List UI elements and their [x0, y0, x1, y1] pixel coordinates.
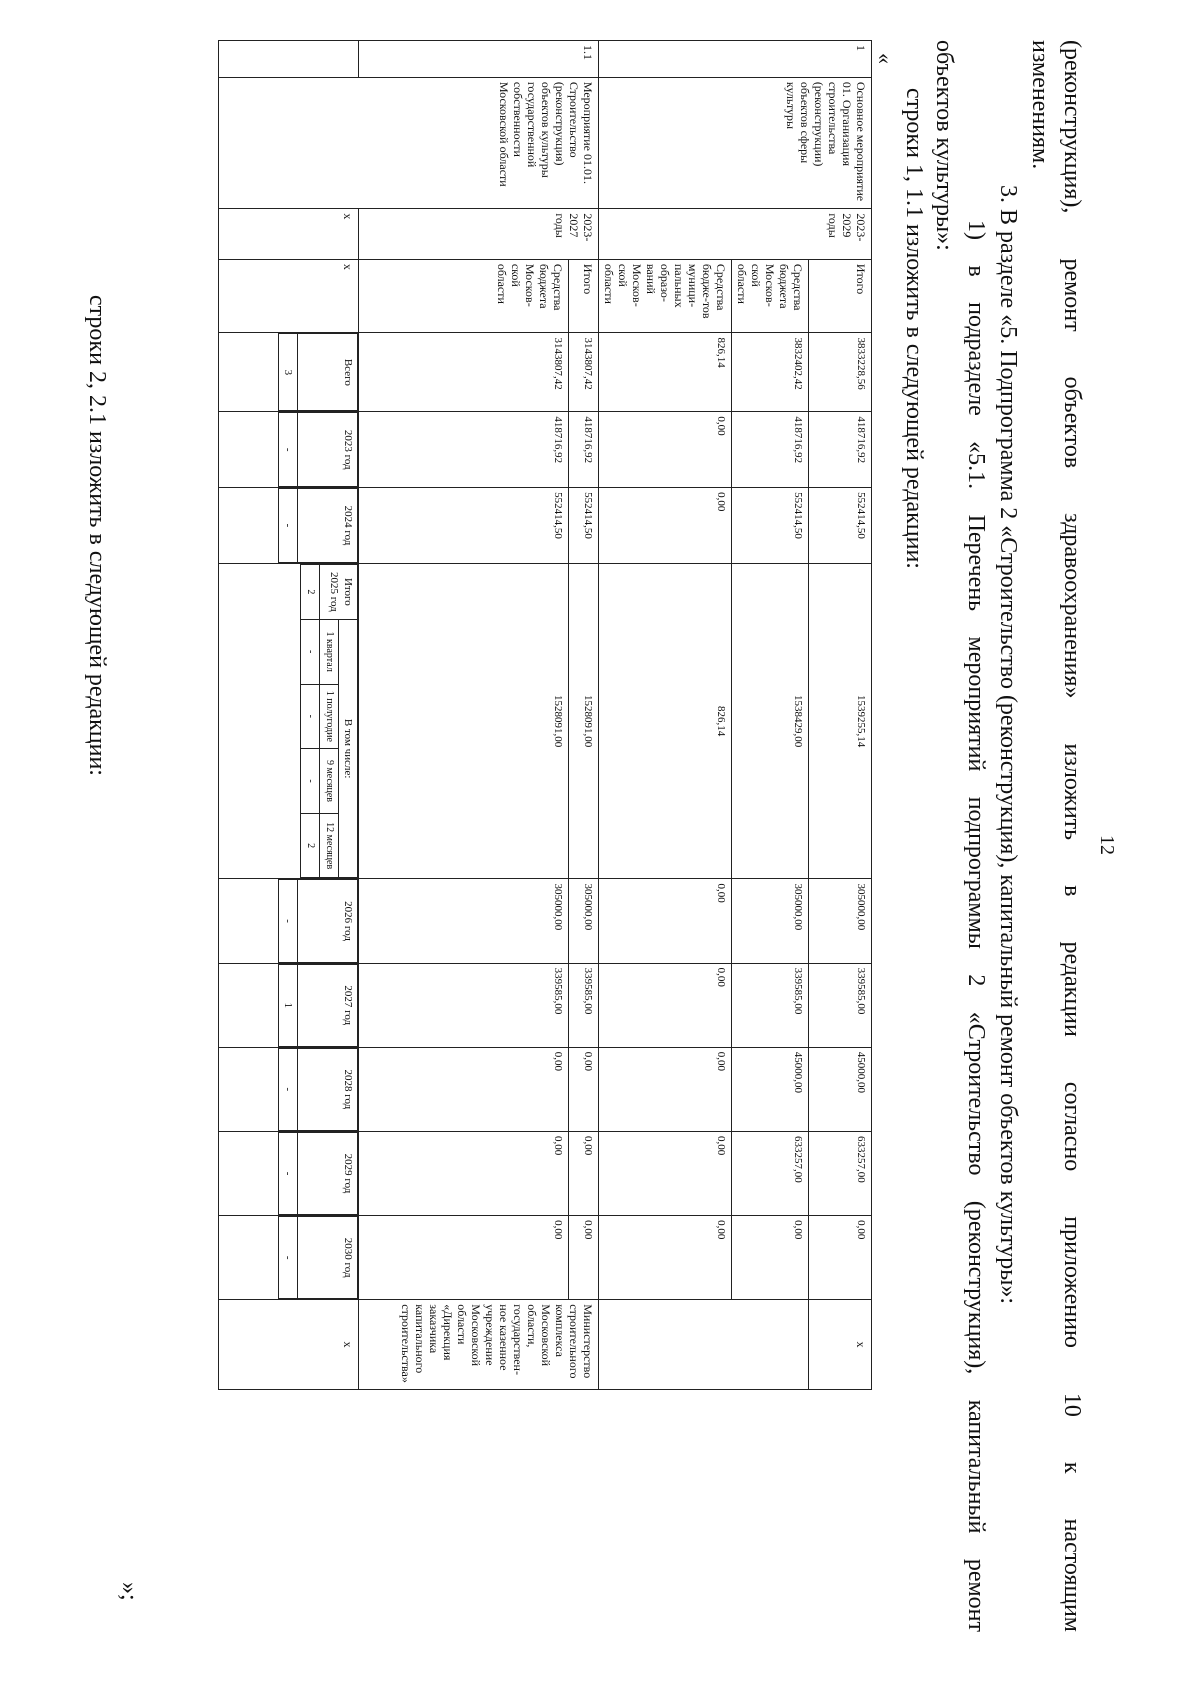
- value-half: -: [301, 684, 320, 749]
- result-2028-cell: [219, 1047, 359, 1131]
- measure-name: Основное мероприятие 01. Организация строительства (реконструкции) объектов сферы культуры: [599, 77, 872, 209]
- value-2026: -: [279, 880, 298, 962]
- value-2028: -: [279, 1048, 298, 1130]
- value-2030: -: [279, 1217, 298, 1299]
- cell-2029: 633257,00: [809, 1131, 872, 1215]
- cell-2027: 339585,00: [732, 963, 809, 1047]
- value-9m: -: [301, 749, 320, 814]
- value-total: 3: [279, 334, 298, 411]
- cell-2023: 0,00: [599, 412, 732, 488]
- row-number: 1.1: [359, 41, 599, 78]
- result-executor: x: [219, 1300, 359, 1389]
- cell-2026: 305000,00: [732, 879, 809, 963]
- cell-2030: 0,00: [809, 1216, 872, 1300]
- cell-2029: 0,00: [359, 1131, 569, 1215]
- source-label: Итого: [569, 259, 599, 333]
- header-in-that-number: В том числе:: [339, 619, 358, 878]
- cell-2025: 1528091,00: [569, 563, 599, 879]
- cell-2025: 1539255,14: [809, 563, 872, 879]
- result-2025-cell: [219, 563, 359, 879]
- result-2030-cell: [219, 1216, 359, 1300]
- source-label: Средства бюджета Москов-ской области: [359, 259, 569, 333]
- header-2027: 2027 год: [298, 964, 358, 1046]
- cell-2027: 339585,00: [359, 963, 569, 1047]
- table-row: [569, 41, 599, 1636]
- cell-2026: 305000,00: [359, 879, 569, 963]
- table-row: [732, 41, 809, 1636]
- value-12m: 2: [301, 813, 320, 878]
- result-row: [219, 41, 359, 1636]
- result-total-cell: [219, 333, 359, 412]
- header-2030: 2030 год: [298, 1217, 358, 1299]
- result-2029-cell: [219, 1131, 359, 1215]
- header-total: Всего: [298, 334, 358, 411]
- header-2029: 2029 год: [298, 1132, 358, 1214]
- source-label: Средства бюдже-тов муници-пальных образо-ваний Москов-ской области: [599, 259, 732, 333]
- measure-name: Мероприятие 01.01. Строительство (реконструкция) объектов культуры государственной собственности Московской области: [219, 77, 599, 209]
- empty-cell: [599, 1300, 809, 1389]
- cell-2025: 826,14: [599, 563, 732, 879]
- measures-table: [218, 40, 872, 1636]
- value-2027: 1: [279, 964, 298, 1046]
- source-label: Средства бюджета Москов-ской области: [732, 259, 809, 333]
- cell-2027: 339585,00: [569, 963, 599, 1047]
- header-2026: 2026 год: [298, 880, 358, 962]
- cell-2023: 418716,92: [569, 412, 599, 488]
- subsection-line: 1) в подразделе «5.1. Перечень мероприятий подпрограммы 2 «Строительство (реконструкция), капитальный ремонт: [963, 220, 989, 1632]
- page-number: 12: [1096, 835, 1118, 855]
- table-row: [359, 41, 569, 1636]
- instruction-line: строки 1, 1.1 изложить в следующей редакции:: [901, 88, 927, 569]
- result-2027-cell: [219, 963, 359, 1047]
- cell-2026: 305000,00: [809, 879, 872, 963]
- cell-2030: 0,00: [599, 1216, 732, 1300]
- result-2023-cell: [219, 412, 359, 488]
- cell-2026: 305000,00: [569, 879, 599, 963]
- cell-2025: 1538429,00: [732, 563, 809, 879]
- years: 2023-2027 годы: [359, 209, 599, 260]
- cell-2023: 418716,92: [809, 412, 872, 488]
- result-2024-cell: [219, 488, 359, 564]
- cell-2028: 0,00: [569, 1047, 599, 1131]
- cell-2023: 418716,92: [359, 412, 569, 488]
- cell-total: 826,14: [599, 333, 732, 412]
- cell-total: 3832402,42: [732, 333, 809, 412]
- cell-2024: 552414,50: [359, 488, 569, 564]
- cell-2028: 0,00: [599, 1047, 732, 1131]
- cell-2029: 633257,00: [732, 1131, 809, 1215]
- cell-2024: 0,00: [599, 488, 732, 564]
- cell-2027: 339585,00: [809, 963, 872, 1047]
- cell-total: 3143807,42: [569, 333, 599, 412]
- result-cell: x: [809, 1300, 872, 1389]
- table-row: [809, 41, 872, 1636]
- cell-2028: 0,00: [359, 1047, 569, 1131]
- executor: Министерство строительного комплекса Московской области, государствен-ное казенное учреждение Московской области «Дирекция заказчика капитального строительства»: [359, 1300, 599, 1389]
- result-source: x: [219, 259, 359, 333]
- cell-2023: 418716,92: [732, 412, 809, 488]
- header-12m: 12 месяцев: [320, 813, 339, 878]
- paragraph-line-1: (реконструкция), ремонт объектов здравоохранения» изложить в редакции согласно приложению 10 к настоящим: [1059, 40, 1085, 1632]
- cell-2030: 0,00: [732, 1216, 809, 1300]
- cell-total: 3833228,56: [809, 333, 872, 412]
- value-2024: -: [279, 489, 298, 563]
- cell-2027: 0,00: [599, 963, 732, 1047]
- open-quote: «: [873, 53, 898, 64]
- header-2023: 2023 год: [298, 413, 358, 487]
- empty-cell: [219, 41, 359, 78]
- header-half: 1 полугодие: [320, 684, 339, 749]
- header-2024: 2024 год: [298, 489, 358, 563]
- header-2028: 2028 год: [298, 1048, 358, 1130]
- row-number: 1: [599, 41, 872, 78]
- cell-2029: 0,00: [569, 1131, 599, 1215]
- paragraph-line-2: изменениям.: [1027, 40, 1053, 170]
- subsection-line-2: объектов культуры»:: [931, 40, 957, 251]
- close-quote: »;: [116, 1582, 142, 1601]
- source-label: Итого: [809, 259, 872, 333]
- cell-total: 3143807,42: [359, 333, 569, 412]
- cell-2025: 1528091,00: [359, 563, 569, 879]
- header-q1: 1 квартал: [320, 619, 339, 684]
- cell-2026: 0,00: [599, 879, 732, 963]
- cell-2024: 552414,50: [732, 488, 809, 564]
- header-9m: 9 месяцев: [320, 749, 339, 814]
- years: 2023-2029 годы: [599, 209, 872, 260]
- result-name: x: [219, 209, 359, 260]
- cell-2024: 552414,50: [809, 488, 872, 564]
- table-row: [599, 41, 732, 1636]
- section-heading-line: 3. В разделе «5. Подпрограмма 2 «Строительство (реконструкция), капитальный ремонт объектов культуры»:: [995, 185, 1021, 1304]
- value-itogo-2025: 2: [301, 564, 320, 619]
- cell-2030: 0,00: [359, 1216, 569, 1300]
- value-2029: -: [279, 1132, 298, 1214]
- cell-2028: 45000,00: [809, 1047, 872, 1131]
- cell-2030: 0,00: [569, 1216, 599, 1300]
- value-2023: -: [279, 413, 298, 487]
- cell-2029: 0,00: [599, 1131, 732, 1215]
- cell-2024: 552414,50: [569, 488, 599, 564]
- value-q1: -: [301, 619, 320, 684]
- cell-2028: 45000,00: [732, 1047, 809, 1131]
- result-2026-cell: [219, 879, 359, 963]
- header-itogo-2025: Итого 2025 год: [320, 564, 358, 619]
- bottom-instruction-line: строки 2, 2.1 изложить в следующей редакции:: [84, 295, 110, 776]
